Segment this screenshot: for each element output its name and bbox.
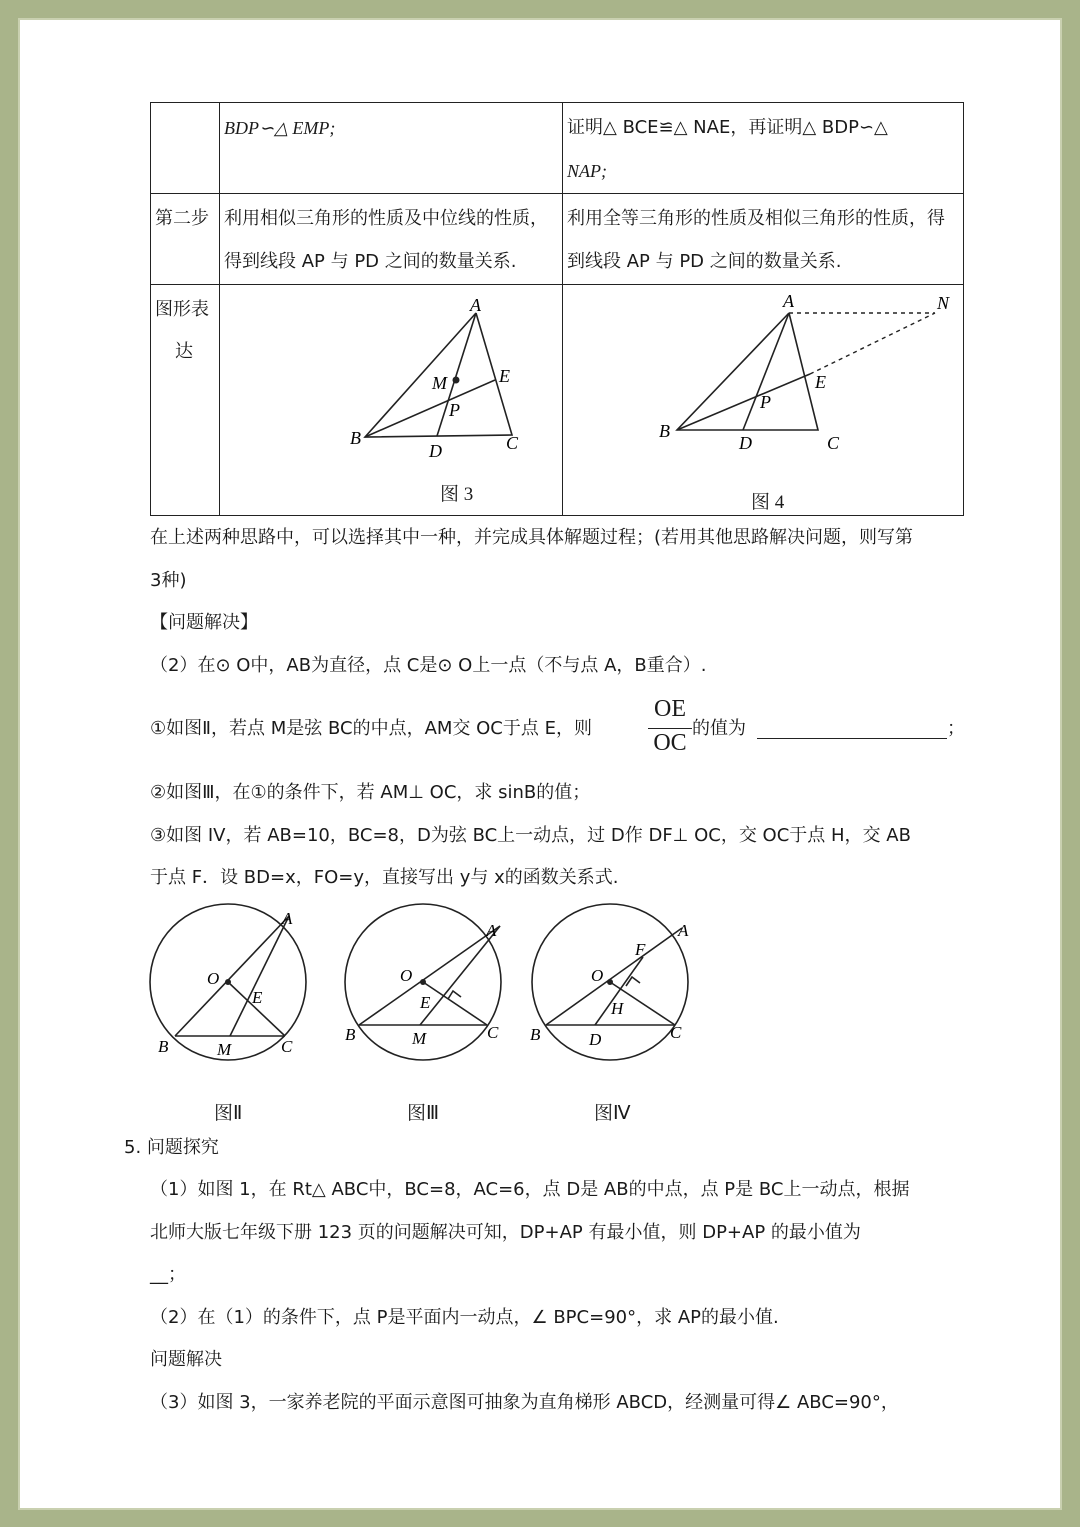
label-H: H xyxy=(611,999,624,1018)
table-cell xyxy=(563,103,964,194)
row2-right-line2: 到线段 AP 与 PD 之间的数量关系. xyxy=(567,251,842,272)
label-P: P xyxy=(760,392,771,412)
center-dot xyxy=(225,979,231,985)
label-A: A xyxy=(470,295,481,315)
label-E: E xyxy=(815,372,826,392)
label-B: B xyxy=(530,1025,541,1044)
choice-line2: 3种) xyxy=(150,570,187,591)
problem-5-1-line3: __； xyxy=(150,1264,186,1285)
figure-3-diagram xyxy=(220,285,562,515)
row3-head-line2: 达 xyxy=(175,341,193,362)
table-row xyxy=(151,194,964,285)
problem-5-subtitle: 问题解决 xyxy=(150,1349,222,1370)
label-O: O xyxy=(400,966,413,985)
row1-left-text: BDP∽△ EMP; xyxy=(224,118,336,138)
table-cell-head xyxy=(151,103,220,194)
label-C: C xyxy=(281,1037,293,1056)
row3-head-line1: 图形表 xyxy=(155,299,209,320)
table-row xyxy=(151,103,964,194)
figure-4-caption: 图 4 xyxy=(751,492,785,513)
row2-head: 第二步 xyxy=(155,208,209,229)
fraction-bar xyxy=(648,728,692,729)
label-D: D xyxy=(429,441,442,461)
table-row xyxy=(151,285,964,516)
figure-3-caption: 图 3 xyxy=(440,484,474,505)
center-dot xyxy=(420,979,426,985)
midpoint-m-dot xyxy=(453,377,460,384)
label-O: O xyxy=(207,969,220,988)
label-A: A xyxy=(783,291,794,311)
label-M: M xyxy=(432,373,447,393)
table-cell-figure3 xyxy=(220,285,563,516)
problem-5-3: （3）如图 3，一家养老院的平面示意图可抽象为直角梯形 ABCD，经测量可得∠ ABC=90°， xyxy=(150,1392,899,1413)
problem-5-title: 5. 问题探究 xyxy=(124,1137,219,1158)
figure-III-caption: 图Ⅲ xyxy=(407,1103,440,1124)
question-2-1-post: 的值为 xyxy=(692,718,746,739)
row2-left-line1: 利用相似三角形的性质及中位线的性质， xyxy=(224,208,548,229)
label-C: C xyxy=(670,1023,682,1042)
label-B: B xyxy=(659,421,670,441)
question-2-3-line1: ③如图 IV，若 AB=10，BC=8，D为弦 BC上一动点，过 D作 DF⊥ OC，交 OC于点 H，交 AB xyxy=(150,825,911,846)
row1-right-line2: NAP; xyxy=(567,161,607,181)
row2-right-line1: 利用全等三角形的性质及相似三角形的性质，得 xyxy=(567,208,945,229)
label-C: C xyxy=(487,1023,499,1042)
figure-IV-caption: 图Ⅳ xyxy=(594,1103,631,1124)
question-2-1-pre: ①如图Ⅱ，若点 M是弦 BC的中点，AM交 OC于点 E，则 xyxy=(150,718,592,739)
label-M: M xyxy=(217,1040,232,1059)
label-B: B xyxy=(158,1037,169,1056)
label-E: E xyxy=(499,366,510,386)
label-O: O xyxy=(591,966,604,985)
label-D: D xyxy=(589,1030,602,1049)
table-cell-figure4 xyxy=(563,285,964,516)
label-E: E xyxy=(420,993,431,1012)
table-cell xyxy=(220,194,563,285)
choice-line1: 在上述两种思路中，可以选择其中一种，并完成具体解题过程；(若用其他思路解决问题，则写第 xyxy=(150,527,914,548)
row2-left-line2: 得到线段 AP 与 PD 之间的数量关系. xyxy=(224,251,517,272)
answer-blank[interactable] xyxy=(757,738,947,739)
question-2: （2）在⊙ O中，AB为直径，点 C是⊙ O上一点（不与点 A，B重合）. xyxy=(150,655,707,676)
fraction-numerator: OE xyxy=(654,696,686,722)
label-N: N xyxy=(937,293,950,313)
circle-figures xyxy=(140,900,720,1070)
label-A: A xyxy=(486,921,497,940)
label-C: C xyxy=(506,433,519,453)
question-2-2: ②如图Ⅲ，在①的条件下，若 AM⊥ OC，求 sinB的值； xyxy=(150,782,591,803)
question-2-3-line2: 于点 F．设 BD=x，FO=y，直接写出 y与 x的函数关系式. xyxy=(150,867,619,888)
label-B: B xyxy=(350,428,361,448)
label-D: D xyxy=(739,433,752,453)
label-F: F xyxy=(635,940,646,959)
figure-4-diagram xyxy=(563,285,963,515)
method-table xyxy=(150,102,964,516)
table-cell-head xyxy=(151,285,220,516)
table-cell xyxy=(220,103,563,194)
row1-right-line1: 证明△ BCE≌△ NAE，再证明△ BDP∽△ xyxy=(567,117,888,138)
center-dot xyxy=(607,979,613,985)
problem-5-1-line1: （1）如图 1，在 Rt△ ABC中，BC=8，AC=6，点 D是 AB的中点，点 P是 BC上一动点，根据 xyxy=(150,1179,910,1200)
table-cell xyxy=(563,194,964,285)
table-cell-head xyxy=(151,194,220,285)
label-M: M xyxy=(412,1029,427,1048)
figure-II-caption: 图Ⅱ xyxy=(214,1103,243,1124)
label-A: A xyxy=(678,921,689,940)
question-2-1-end: ； xyxy=(947,718,965,739)
label-P: P xyxy=(449,400,460,420)
label-B: B xyxy=(345,1025,356,1044)
problem-5-2: （2）在（1）的条件下，点 P是平面内一动点，∠ BPC=90°，求 AP的最小值. xyxy=(150,1307,779,1328)
label-C: C xyxy=(827,433,840,453)
fraction-denominator: OC xyxy=(653,730,687,756)
problem-5-1-line2: 北师大版七年级下册 123 页的问题解决可知，DP+AP 有最小值，则 DP+AP 的最小值为 xyxy=(150,1222,861,1243)
section-title: 【问题解决】 xyxy=(150,612,258,633)
label-A: A xyxy=(282,909,293,928)
label-E: E xyxy=(252,988,263,1007)
